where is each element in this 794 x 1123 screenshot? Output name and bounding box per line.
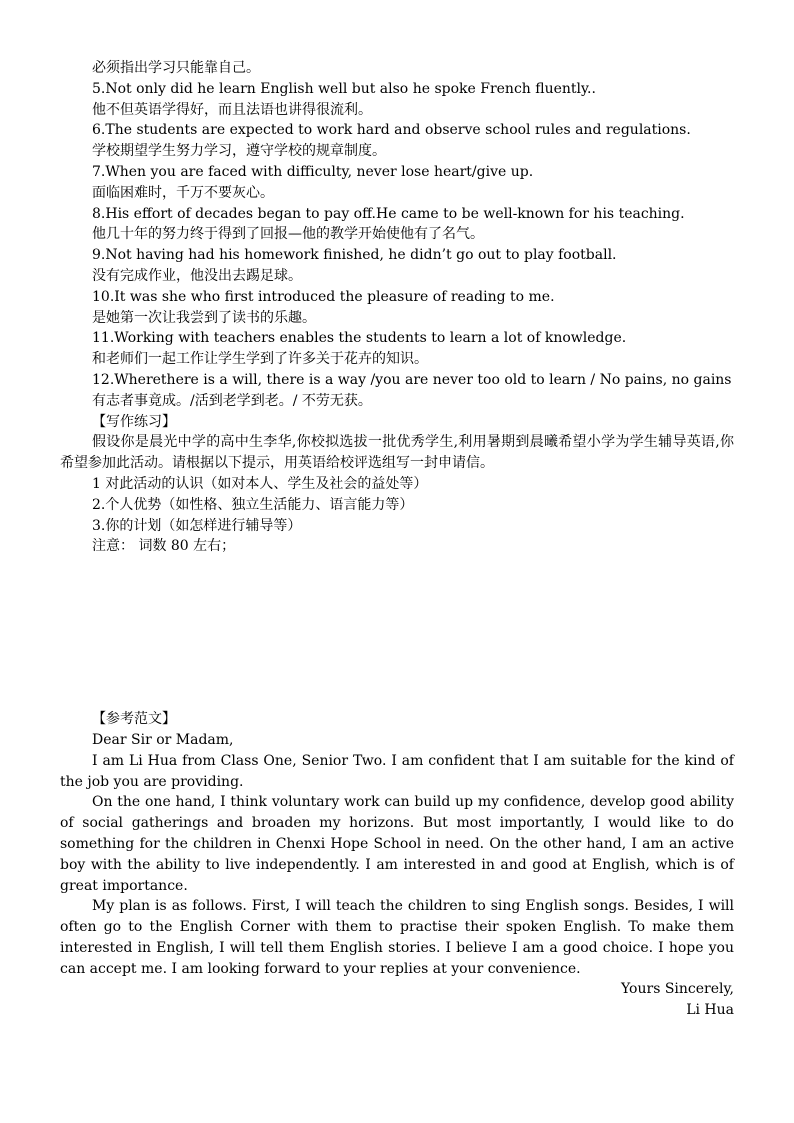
letter-signature: Li Hua (686, 1002, 734, 1019)
phrase-english-8: 8.His effort of decades began to pay off.He came to be well-known for his teaching. (92, 205, 685, 222)
writing-point-2: 2.个人优势（如性格、独立生活能力、语言能力等） (92, 496, 414, 513)
phrase-translation-9: 没有完成作业，他没出去踢足球。 (92, 267, 302, 284)
phrase-translation-12: 有志者事竟成。/活到老学到老。/ 不劳无获。 (92, 392, 372, 409)
letter-paragraph-2: On the one hand, I think voluntary work can build up my confidence, develop good ability of social gatherings and broaden my horizons. But most importantly, I would like to do something for the children in Chenxi Hope School in need. On the other hand, I am an active boy with the ability to live independently. I am interested in and good at English, which is of great importance. (60, 794, 734, 894)
phrase-english-12: 12.Wherethere is a will, there is a way /you are never too old to learn / No pains, no gains (92, 371, 732, 388)
phrase-translation-7: 面临困难时，千万不要灰心。 (92, 184, 274, 201)
phrase-translation-6: 学校期望学生努力学习，遵守学校的规章制度。 (92, 143, 386, 160)
writing-heading: 【写作练习】 (92, 413, 176, 430)
phrase-translation-4: 必须指出学习只能靠自己。 (92, 60, 260, 76)
phrase-english-9: 9.Not having had his homework finished, he didn’t go out to play football. (92, 247, 617, 264)
sample-heading: 【参考范文】 (92, 711, 176, 728)
phrase-translation-11: 和老师们一起工作让学生学到了许多关于花卉的知识。 (92, 351, 428, 368)
phrase-translation-5: 他不但英语学得好，而且法语也讲得很流利。 (92, 101, 372, 118)
phrase-english-11: 11.Working with teachers enables the students to learn a lot of knowledge. (92, 330, 627, 347)
phrase-english-10: 10.It was she who first introduced the pleasure of reading to me. (92, 288, 555, 305)
phrase-english-5: 5.Not only did he learn English well but also he spoke French fluently.. (92, 80, 596, 97)
phrase-translation-8: 他几十年的努力终于得到了回报—他的教学开始使他有了名气。 (92, 226, 484, 243)
letter-paragraph-1: I am Li Hua from Class One, Senior Two. I am confident that I am suitable for the kind of the job you are providing. (60, 752, 734, 790)
letter-closing: Yours Sincerely, (621, 981, 734, 998)
letter-greeting: Dear Sir or Madam, (92, 731, 234, 748)
writing-point-3: 3.你的计划（如怎样进行辅导等） (92, 517, 302, 534)
writing-note: 注意： 词数 80 左右； (92, 538, 236, 555)
phrase-translation-10: 是她第一次让我尝到了读书的乐趣。 (92, 309, 316, 326)
writing-prompt: 假设你是晨光中学的高中生李华,你校拟选拔一批优秀学生,利用暑期到晨曦希望小学为学生辅导英语,你希望参加此活动。请根据以下提示，用英语给校评选组写一封申请信。 (60, 434, 734, 472)
letter-paragraph-3: My plan is as follows. First, I will teach the children to sing English songs. Besides, I will often go to the English Corner with them to practise their spoken English. To make them interested in English, I will tell them English stories. I believe I am a good choice. I hope you can accept me. I am looking forward to your replies at your convenience. (60, 898, 734, 977)
phrase-english-7: 7.When you are faced with difficulty, never lose heart/give up. (92, 163, 534, 180)
document-page (60, 58, 734, 1021)
phrase-english-6: 6.The students are expected to work hard and observe school rules and regulations. (92, 122, 691, 139)
writing-point-1: 1 对此活动的认识（如对本人、学生及社会的益处等） (92, 475, 428, 492)
blank-writing-space (60, 557, 734, 709)
